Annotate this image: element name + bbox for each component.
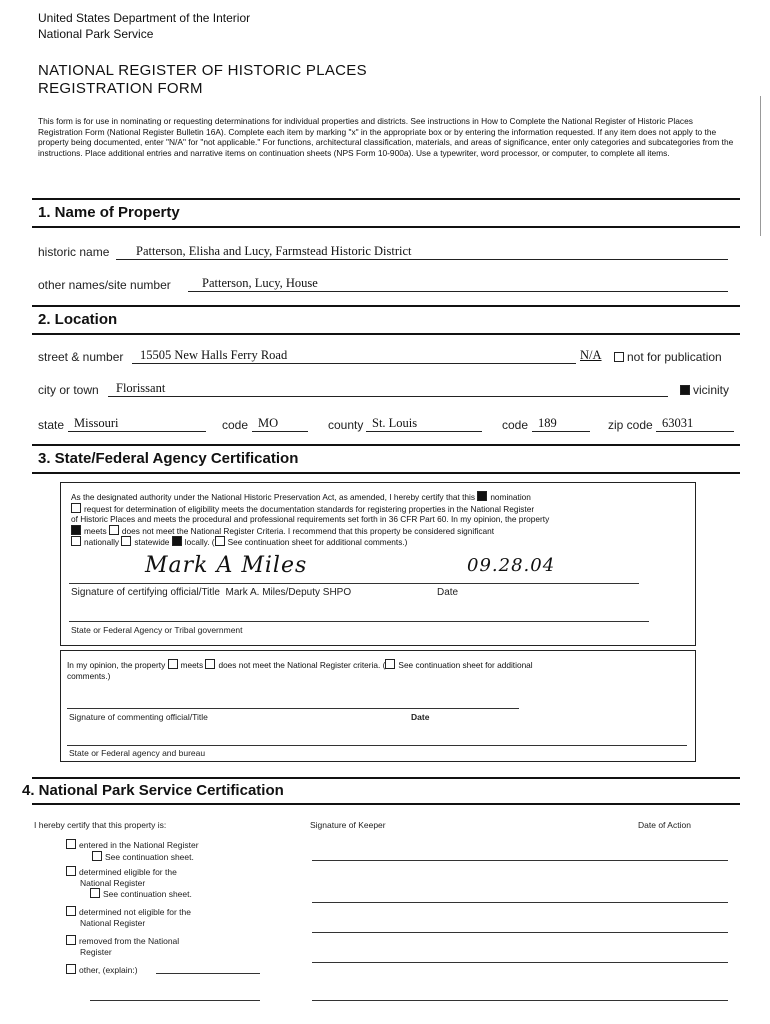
eligible-checkbox-icon[interactable] [66, 866, 76, 876]
nomination-checkbox-icon[interactable] [477, 491, 487, 501]
opinion-line-1 [67, 659, 687, 671]
agency-label: State or Federal Agency or Tribal government [71, 625, 243, 635]
opinion-part1: In my opinion, the property [67, 660, 166, 670]
sig-date-label: Date [437, 587, 459, 598]
other-explain-line[interactable] [156, 973, 260, 974]
opinion-see-checkbox-icon[interactable] [385, 659, 395, 669]
historic-name-value[interactable]: Patterson, Elisha and Lucy, Farmstead Historic District [136, 244, 412, 258]
section-rule [32, 198, 740, 200]
state-line [68, 431, 206, 432]
city-value[interactable]: Florissant [116, 381, 166, 395]
city-label: city or town [38, 383, 99, 397]
certification-text [71, 491, 691, 548]
opt-eligible-label: determined eligible for the [79, 867, 177, 877]
signature-line [69, 583, 639, 584]
opt-removed-label: removed from the National [79, 936, 180, 946]
keeper-label: Signature of Keeper [310, 820, 386, 830]
zip-value[interactable]: 63031 [662, 416, 694, 430]
section-rule [32, 777, 740, 779]
locally-checkbox-icon[interactable] [172, 536, 182, 546]
section-3-title: 3. State/Federal Agency Certification [38, 450, 299, 467]
bureau-label: State or Federal agency and bureau [69, 748, 206, 758]
state-code-line [252, 431, 308, 432]
opt-not-eligible-line-b: National Register [80, 917, 146, 928]
keeper-line-3[interactable] [312, 932, 728, 933]
opinion-box [60, 650, 696, 762]
form-title [38, 62, 367, 98]
sig-label-row [71, 587, 351, 598]
cert-line-4 [71, 525, 691, 537]
vicinity-label: vicinity [693, 383, 730, 397]
checkbox-icon[interactable] [614, 352, 624, 362]
keeper-line-4[interactable] [312, 962, 728, 963]
scan-edge-mark [760, 96, 761, 236]
other-names-value[interactable]: Patterson, Lucy, House [202, 276, 318, 290]
other-names-label: other names/site number [38, 278, 171, 292]
form-title-line-2: REGISTRATION FORM [38, 80, 203, 97]
commenting-sig-line [67, 708, 519, 709]
agency-line-1: United States Department of the Interior [38, 11, 251, 25]
does-not-meet-label: does not meet the National Register Criteria. I recommend that this property be considered significant [121, 525, 495, 536]
historic-name-line [116, 259, 728, 260]
entered-continuation-checkbox-icon[interactable] [92, 851, 102, 861]
opt-eligible-continuation: See continuation sheet. [103, 889, 192, 899]
section-2-title: 2. Location [38, 311, 118, 328]
keeper-line-5[interactable] [312, 1000, 728, 1001]
hereby-label: I hereby certify that this property is: [34, 820, 167, 830]
opt-removed-line-a [66, 935, 179, 947]
nps-option-entered [66, 839, 199, 862]
state-code-value[interactable]: MO [258, 416, 279, 430]
county-code-line [532, 431, 590, 432]
checked-box-icon[interactable] [680, 385, 690, 395]
agency-line [69, 621, 649, 622]
entered-checkbox-icon[interactable] [66, 839, 76, 849]
state-value[interactable]: Missouri [74, 416, 119, 430]
opt-entered-line-a [66, 839, 199, 851]
statewide-checkbox-icon[interactable] [121, 536, 131, 546]
sig-name: Mark A. Miles/Deputy SHPO [225, 587, 352, 598]
opinion-does-not-checkbox-icon[interactable] [205, 659, 215, 669]
section-4-title: 4. National Park Service Certification [22, 782, 284, 799]
nps-option-removed [66, 935, 179, 957]
agency-line-2: National Park Service [38, 27, 154, 41]
opt-entered-label: entered in the National Register [79, 840, 199, 850]
handwritten-signature: Mark A Miles [145, 553, 308, 578]
section-rule [32, 333, 740, 335]
sig-label: Signature of certifying official/Title [71, 587, 220, 598]
opinion-does-not-label: does not meet the National Register criteria. ( [218, 660, 386, 670]
cert-line-1-text: As the designated authority under the National Historic Preservation Act, as amended, I hereby certify that this [71, 492, 475, 502]
locally-label: locally. ( [184, 537, 215, 547]
not-for-publication[interactable] [614, 350, 722, 364]
removed-checkbox-icon[interactable] [66, 935, 76, 945]
section-1-title: 1. Name of Property [38, 204, 180, 221]
keeper-line-2[interactable] [312, 902, 728, 903]
bureau-line [67, 745, 687, 746]
opt-entered-line-b [66, 851, 199, 863]
cert-line-3: of Historic Places and meets the procedural and professional requirements set forth in 36 CFR Part 60. In my opinion, the property [71, 514, 550, 524]
nationally-checkbox-icon[interactable] [71, 536, 81, 546]
zip-line [656, 431, 734, 432]
cert-line-1 [71, 491, 691, 503]
county-value[interactable]: St. Louis [372, 416, 418, 430]
eligible-continuation-checkbox-icon[interactable] [90, 888, 100, 898]
opt-eligible-line-a [66, 866, 192, 878]
handwritten-date: 09.28.04 [467, 555, 556, 576]
county-label: county [328, 418, 364, 432]
county-code-value[interactable]: 189 [538, 416, 557, 430]
street-value[interactable]: 15505 New Halls Ferry Road [140, 348, 288, 362]
section-rule [32, 472, 740, 474]
opt-removed-line-b: Register [80, 946, 112, 957]
cert-line-2-text: request for determination of eligibility meets the documentation standards for registering properties in the National Register [84, 503, 535, 514]
other-extra-line[interactable] [90, 1000, 260, 1001]
opt-eligible-line-c [66, 888, 192, 900]
nps-option-other [66, 964, 138, 976]
certification-box [60, 482, 696, 646]
other-names-line [188, 291, 728, 292]
na-value: N/A [580, 348, 602, 362]
cert-line-2 [71, 503, 691, 515]
opinion-meets-label: meets [180, 660, 204, 670]
statewide-label: statewide [134, 537, 170, 547]
opinion-see-label: See continuation sheet for additional [398, 660, 533, 670]
meets-label: meets [84, 525, 107, 536]
action-label: Date of Action [638, 820, 691, 830]
opt-entered-continuation: See continuation sheet. [105, 851, 194, 862]
not-for-publication-label: not for publication [627, 350, 722, 364]
zip-label: zip code [608, 418, 653, 432]
see-continuation-label: See continuation sheet for additional comments.) [227, 537, 408, 547]
keeper-line-1[interactable] [312, 860, 728, 861]
opt-other-label: other, (explain:) [79, 965, 138, 975]
form-title-line-1: NATIONAL REGISTER OF HISTORIC PLACES [38, 62, 367, 79]
nps-option-not-eligible [66, 906, 191, 928]
city-line [108, 396, 668, 397]
intro-paragraph: This form is for use in nominating or requesting determinations for individual properties and districts. See instructions in How to Complete the National Register of Historic Places Registration Form (National Register Bulletin 16A). Complete each item by marking "x" in the appropriate box or by entering the information requested. If any item does not apply to the property being documented, enter "N/A" for "not applicable." For functions, architectural classification, materials, and areas of significance, enter only categories and subcategories from the instructions. Place additional entries and narrative items on continuation sheets (NPS Form 10-900a). Use a typewriter, word processor, or computer, to complete all items. [38, 116, 734, 158]
nationally-label: nationally [84, 537, 120, 547]
section-rule [32, 803, 740, 805]
historic-name-label: historic name [38, 245, 110, 259]
state-code-label: code [222, 418, 249, 432]
county-code-label: code [502, 418, 529, 432]
meets-checkbox-icon[interactable] [71, 525, 81, 535]
not-eligible-checkbox-icon[interactable] [66, 906, 76, 916]
request-checkbox-icon[interactable] [71, 503, 81, 513]
opinion-meets-checkbox-icon[interactable] [168, 659, 178, 669]
opinion-comments: comments.) [67, 670, 111, 681]
commenting-date-label: Date [411, 712, 430, 722]
state-label: state [38, 418, 65, 432]
county-line [366, 431, 482, 432]
opt-eligible-line-b: National Register [80, 877, 146, 888]
opt-not-eligible-label: determined not eligible for the [79, 907, 191, 917]
street-label: street & number [38, 350, 124, 364]
street-line [132, 363, 576, 364]
opinion-text [67, 659, 687, 681]
cert-line-5 [71, 536, 691, 548]
opt-not-eligible-line-a [66, 906, 191, 918]
nomination-label: nomination [490, 492, 531, 502]
section-rule [32, 226, 740, 228]
section-rule [32, 444, 740, 446]
agency-header [38, 10, 250, 42]
section-rule [32, 305, 740, 307]
continuation-checkbox-icon[interactable] [215, 536, 225, 546]
nps-option-eligible [66, 866, 192, 900]
other-checkbox-icon[interactable] [66, 964, 76, 974]
commenting-label: Signature of commenting official/Title [69, 712, 208, 722]
does-not-meet-checkbox-icon[interactable] [109, 525, 119, 535]
vicinity[interactable] [680, 383, 729, 397]
